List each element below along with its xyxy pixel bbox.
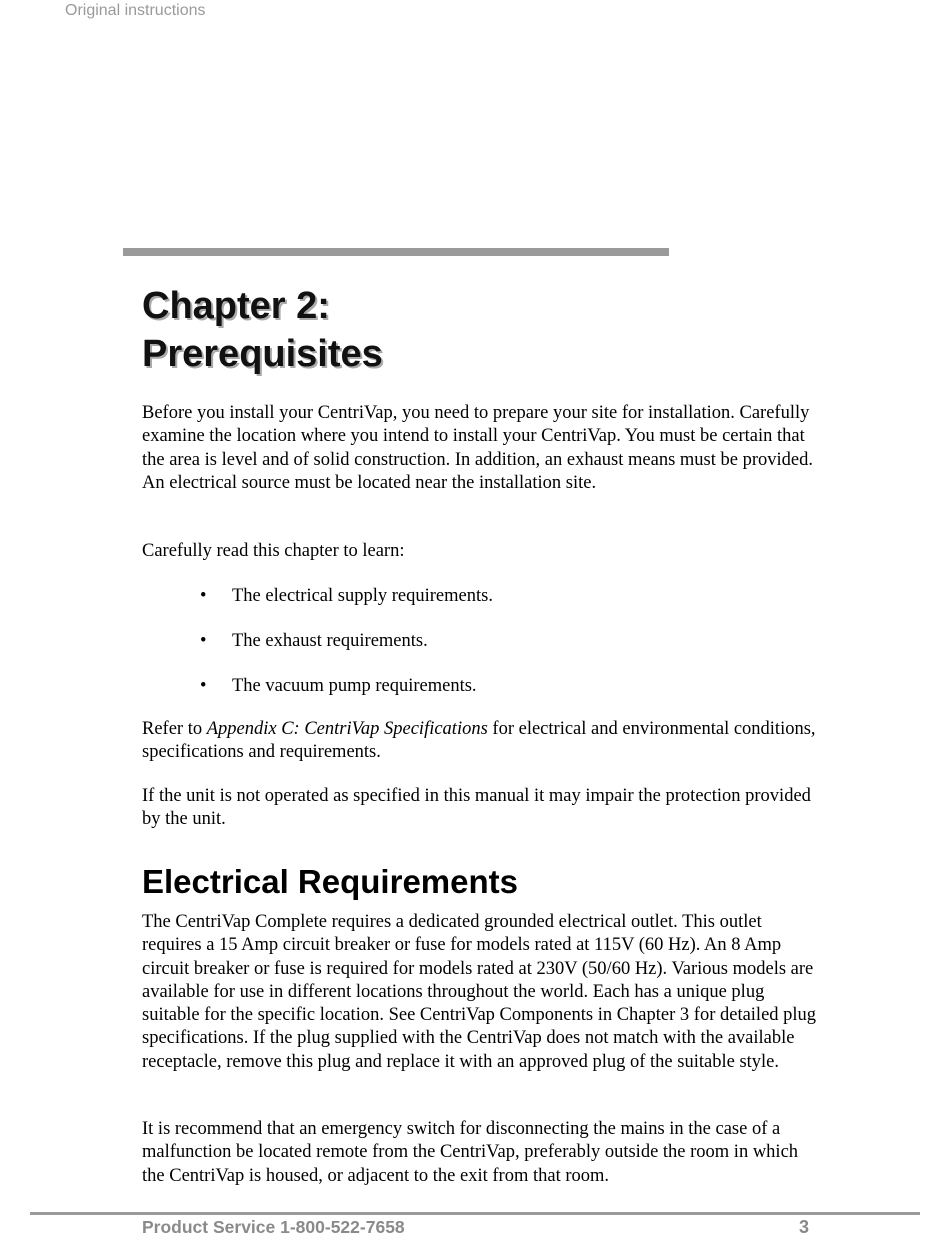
protection-warning-paragraph: If the unit is not operated as specified in this manual it may impair the protection provided by the unit. [142,786,811,830]
chapter-title [142,282,383,378]
footer-divider [30,1212,920,1215]
page-number: 3 [799,1217,810,1237]
electrical-paragraph-1: The CentriVap Complete requires a dedicated grounded electrical outlet. This outlet requires a 15 Amp circuit breaker or fuse for models rated at 115V (60 Hz). An 8 Amp circuit breaker or fuse is required for models rated at 230V (50/60 Hz). Various models are available for use in different locations throughout the world. Each has a unique plug suitable for the specific location. See CentriVap Components in Chapter 3 for detailed plug specifications. If the plug supplied with the CentriVap does not match with the available receptacle, remove this plug and replace it with an approved plug of the suitable style. [142,912,817,1072]
list-item [200,675,493,720]
original-instructions-note: Original instructions [65,2,206,19]
chapter-number: Chapter 2: [142,285,330,327]
list-item-text: The electrical supply requirements. [232,586,493,606]
bullet-icon: • [200,630,207,651]
bullet-icon: • [200,675,207,696]
chapter-divider-bar [123,248,669,256]
list-item [200,585,493,630]
chapter-name: Prerequisites [142,333,383,375]
list-item-text: The exhaust requirements. [232,630,428,651]
appendix-reference-paragraph [142,718,822,765]
requirements-list [200,585,493,719]
electrical-paragraph-2: It is recommend that an emergency switch for disconnecting the mains in the case of a malfunction be located remote from the CentriVap, preferably outside the room in which the CentriVap is housed, or adjacent to the exit from that room. [142,1119,799,1186]
list-item-text: The vacuum pump requirements. [232,675,477,696]
list-item [200,630,493,675]
product-service-phone: Product Service 1-800-522-7658 [142,1217,405,1237]
intro-lead: Carefully read this chapter to learn: [142,541,405,561]
electrical-requirements-heading: Electrical Requirements [142,863,518,900]
reference-suffix: for electrical and environmental conditions, specifications and requirements. [142,719,816,763]
appendix-reference: Appendix C: CentriVap Specifications [206,719,488,739]
bullet-icon: • [200,586,207,606]
reference-prefix: Refer to [142,719,207,739]
intro-paragraph: Before you install your CentriVap, you need to prepare your site for installation. Carefully examine the location where you intend to install your CentriVap. You must be certain that the area is level and of solid construction. In addition, an exhaust means must be provided. An electrical source must be located near the installation site. [142,403,813,493]
